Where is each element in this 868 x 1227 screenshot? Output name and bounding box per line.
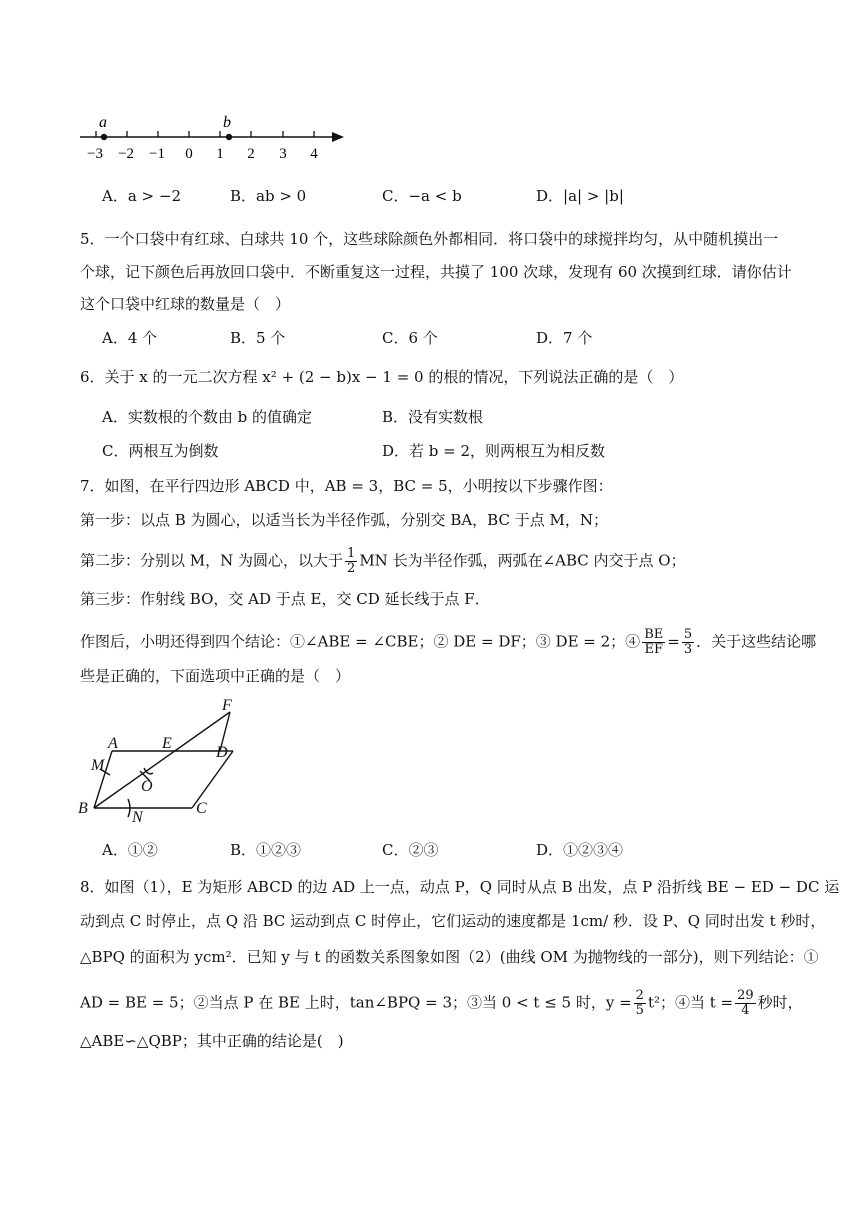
q5-option-a[interactable]: A．4 个	[102, 329, 158, 347]
q5-text-line3: 这个口袋中红球的数量是（ ）	[80, 295, 291, 313]
q8-text-line5: △ABE∽△QBP；其中正确的结论是( )	[80, 1032, 344, 1050]
tick-label: 1	[216, 146, 224, 162]
q7-option-d[interactable]: D．①②③④	[536, 841, 624, 859]
tick-label: 2	[247, 146, 255, 162]
tick-label: −3	[87, 146, 103, 162]
q5-text-line2: 个球，记下颜色后再放回口袋中．不断重复这一过程，共摸了 100 次球，发现有 60 次摸到红球．请你估计	[80, 263, 792, 281]
vertex-label-o: O	[141, 778, 153, 795]
q6-text-line1: 6．关于 x 的一元二次方程 x² + (2 − b)x − 1 = 0 的根的情况，下列说法正确的是（ ）	[80, 368, 684, 386]
fraction-be-ef: $\frac{BE}{EF}$	[644, 627, 664, 657]
q6-option-c[interactable]: C．两根互为倒数	[102, 442, 219, 460]
vertex-label-f: F	[222, 697, 232, 714]
point-b-label: b	[223, 114, 231, 131]
fraction-five-thirds: $\frac{5}{3}$	[683, 627, 693, 657]
vertex-label-a: A	[108, 735, 118, 752]
fraction-29-4: $\frac{29}{4}$	[737, 988, 754, 1018]
tick-label: −2	[118, 146, 134, 162]
q7-text-line3: 第二步：分别以 M，N 为圆心，以大于 $\frac{1}{2}$ MN 长为半径作弧，两弧在∠ABC 内交于点 O；	[80, 546, 686, 576]
q7-option-c[interactable]: C．②③	[382, 841, 439, 859]
q4-option-d[interactable]: D．|a| > |b|	[536, 187, 624, 205]
q8-text-line2: 动到点 C 时停止，点 Q 沿 BC 运动到点 C 时停止，它们运动的速度都是 1cm/ 秒．设 P、Q 同时出发 t 秒时，	[80, 912, 826, 930]
vertex-label-e: E	[162, 735, 172, 752]
tick-label: 0	[185, 146, 193, 162]
q4-option-b[interactable]: B．ab > 0	[230, 187, 307, 205]
q8-text-line1: 8．如图（1），E 为矩形 ABCD 的边 AD 上一点，动点 P，Q 同时从点 B 出发，点 P 沿折线 BE − ED − DC 运	[80, 878, 840, 896]
q5-option-d[interactable]: D．7 个	[536, 329, 593, 347]
q6-option-b[interactable]: B．没有实数根	[382, 408, 484, 426]
vertex-label-d: D	[216, 744, 228, 761]
vertex-label-c: C	[196, 800, 207, 817]
point-a-label: a	[99, 114, 107, 131]
q4-option-a[interactable]: A．a > −2	[102, 187, 181, 205]
q5-text-line1: 5．一个口袋中有红球、白球共 10 个，这些球除颜色外都相同．将口袋中的球搅拌均匀，从中随机摸出一	[80, 230, 779, 248]
vertex-label-m: M	[91, 757, 105, 774]
q8-text-line3: △BPQ 的面积为 ycm²．已知 y 与 t 的函数关系图象如图（2）(曲线 OM 为抛物线的一部分)，则下列结论：①	[80, 948, 819, 966]
vertex-label-b: B	[78, 800, 88, 817]
tick-label: −1	[149, 146, 165, 162]
q7-text-line1: 7．如图，在平行四边形 ABCD 中，AB = 3，BC = 5，小明按以下步骤作图：	[80, 477, 613, 495]
tick-label: 3	[279, 146, 287, 162]
q7-option-b[interactable]: B．①②③	[230, 841, 302, 859]
q8-text-line4: AD = BE = 5；②当点 P 在 BE 上时，tan∠BPQ = 3；③当 0 < t ≤ 5 时，y = $\frac{2}{5}$ t²；④当 t = $\frac{29}{4}$ 秒时，	[80, 988, 803, 1018]
tick-label: 4	[310, 146, 318, 162]
q5-option-b[interactable]: B．5 个	[230, 329, 286, 347]
q7-text-line6: 些是正确的，下面选项中正确的是（ ）	[80, 667, 351, 685]
q5-option-c[interactable]: C．6 个	[382, 329, 438, 347]
vertex-label-n: N	[132, 809, 143, 826]
q6-option-a[interactable]: A．实数根的个数由 b 的值确定	[102, 408, 312, 426]
q4-option-c[interactable]: C．−a < b	[382, 187, 462, 205]
fraction-half: $\frac{1}{2}$	[347, 546, 356, 576]
q7-option-a[interactable]: A．①②	[102, 841, 158, 859]
q7-text-line4: 第三步：作射线 BO，交 AD 于点 E，交 CD 延长线于点 F．	[80, 590, 490, 608]
q7-text-line2: 第一步：以点 B 为圆心，以适当长为半径作弧，分别交 BA，BC 于点 M，N；	[80, 511, 608, 529]
q6-option-d[interactable]: D．若 b = 2，则两根互为相反数	[382, 442, 606, 460]
q7-text-line5: 作图后，小明还得到四个结论：①∠ABE = ∠CBE；② DE = DF；③ DE = 2；④ $\frac{BE}{EF}$ = $\frac{5}{3}$ ．关于这些结论哪	[80, 627, 817, 657]
fraction-two-fifths: $\frac{2}{5}$	[635, 988, 644, 1018]
